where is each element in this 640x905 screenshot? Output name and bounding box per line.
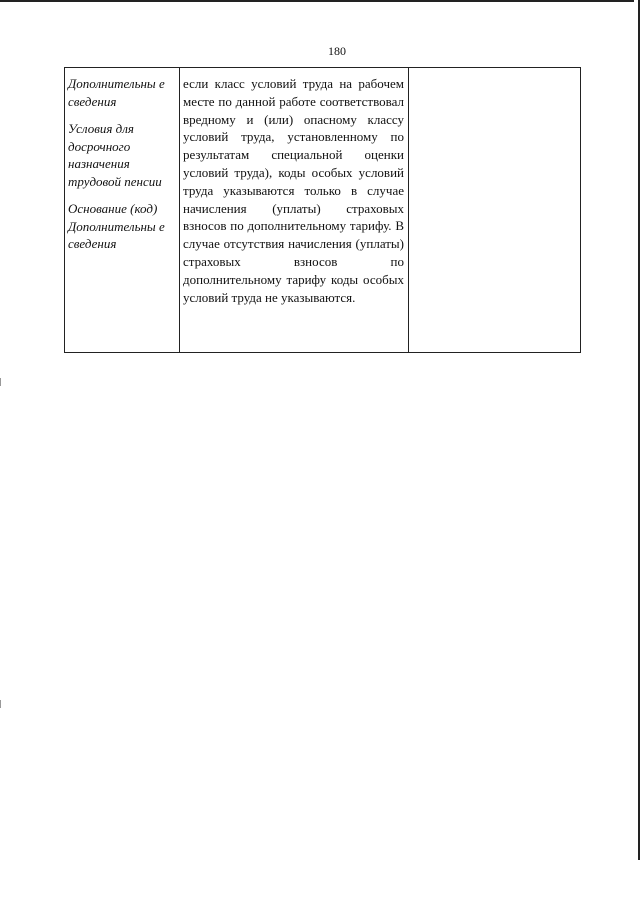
scan-edge-mark	[0, 378, 1, 386]
field-name-additional-info: Дополнительны е сведения	[68, 76, 165, 109]
field-description-text: если класс условий труда на рабочем месте по данной работе соответствовал вредному и (или) опасному классу условий труда, установленному по результатам специальной оценки условий труда), коды особых условий труда указываются только в случае начисления (уплаты) страховых взносов по дополнительному тарифу. В случае отсутствия начисления (уплаты) страховых взносов по дополнительному тарифу коды особых условий труда не указываются.	[183, 76, 404, 305]
field-notes-cell	[409, 68, 581, 353]
page-number: 180	[328, 44, 346, 58]
scan-top-edge	[0, 0, 634, 2]
field-description-cell	[180, 68, 409, 353]
field-description-table	[64, 67, 581, 353]
field-name-basis-code: Основание (код) Дополнительны е сведения	[68, 201, 165, 251]
field-name-cell	[65, 68, 180, 353]
field-name-early-pension-conditions: Условия для досрочного назначения трудовой пенсии	[68, 121, 162, 189]
scan-edge-mark	[0, 700, 1, 708]
table-row	[65, 68, 581, 353]
